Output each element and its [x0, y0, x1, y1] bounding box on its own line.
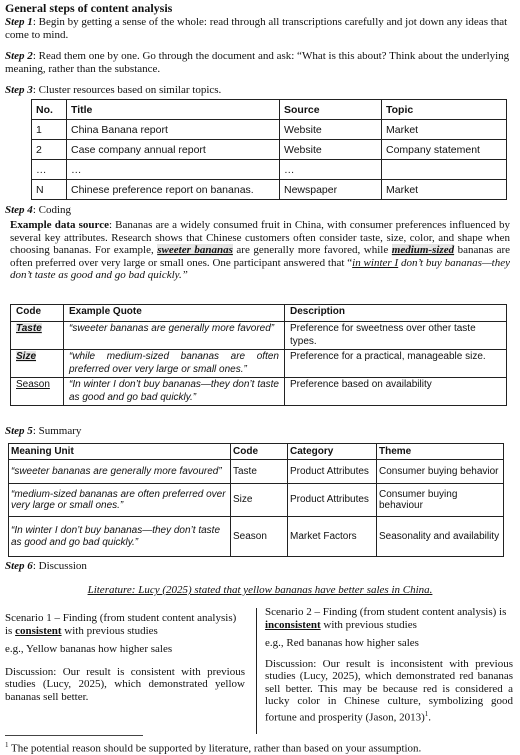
table-row: [11, 322, 507, 350]
footnote-text: The potential reason should be supported by literature, rather than based on your assumption.: [8, 742, 422, 755]
table-row: [32, 120, 507, 140]
step-1-paragraph: [5, 16, 513, 41]
quote-cell: “sweeter bananas are generally more favored”: [64, 322, 285, 350]
summary-table: [8, 443, 504, 557]
scenario-1-key: consistent: [15, 624, 62, 637]
table-cell: Case company annual report: [67, 140, 280, 160]
scenario-1-heading: [5, 612, 245, 637]
scenario-1-heading-text: with previous studies: [61, 624, 158, 637]
description-cell: Preference based on availability: [285, 378, 507, 406]
step-6-text: : Discussion: [32, 560, 87, 572]
scenario-2-example: e.g., Red bananas how higher sales: [265, 637, 419, 649]
column-header: Code: [11, 305, 64, 322]
document-heading: General steps of content analysis: [5, 1, 173, 15]
step-4-text: : Coding: [32, 204, 72, 216]
table-cell: [382, 160, 507, 180]
table-row: [9, 484, 504, 517]
step-5-label: Step 5: [5, 425, 33, 437]
step-5-paragraph: [5, 425, 81, 438]
example-lead: Example data source: [10, 219, 109, 231]
scenario-2-heading-text: Scenario 2 – Finding (from student content analysis) is: [265, 606, 507, 618]
column-header: No.: [32, 100, 67, 120]
table-cell: Website: [280, 140, 382, 160]
highlight-medium-sized: medium-sized: [391, 244, 455, 256]
code-cell: Season: [11, 378, 64, 406]
table-cell: 2: [32, 140, 67, 160]
resources-table: [31, 99, 507, 200]
table-cell: Size: [231, 484, 288, 517]
example-text: don’t buy bananas—they don’t taste as good and go bad quickly.”: [10, 256, 510, 281]
table-cell: Website: [280, 120, 382, 140]
table-row: [11, 378, 507, 406]
table-cell: N: [32, 180, 67, 200]
scenario-1: [5, 612, 245, 703]
column-header: Topic: [382, 100, 507, 120]
coding-table: [10, 304, 507, 406]
table-cell: Newspaper: [280, 180, 382, 200]
table-cell: Company statement: [382, 140, 507, 160]
quote-cell: “In winter I don’t buy bananas—they don’t taste as good and go bad quickly.”: [64, 378, 285, 406]
column-header: Meaning Unit: [9, 444, 231, 460]
column-header: Title: [67, 100, 280, 120]
footnote-mark: 1: [5, 741, 9, 749]
table-cell: Market: [382, 120, 507, 140]
step-2-paragraph: [5, 50, 513, 75]
step-2-label: Step 2: [5, 50, 33, 62]
table-header-row: [9, 444, 504, 460]
step-3-paragraph: [5, 84, 221, 97]
step-6-paragraph: [5, 560, 87, 573]
table-cell: Seasonality and availability: [377, 517, 504, 557]
table-cell: 1: [32, 120, 67, 140]
meaning-unit-cell: “medium-sized bananas are often preferred over very large or small ones.”: [9, 484, 231, 517]
scenario-1-discussion: Discussion: Our result is consistent with previous studies (Lucy, 2025), which demonstrated yellow bananas sell better.: [5, 665, 245, 703]
table-row: [32, 140, 507, 160]
footnote-rule: [5, 735, 143, 736]
column-header: Source: [280, 100, 382, 120]
code-size: Size: [16, 351, 37, 362]
example-text: are generally more favored, while: [232, 244, 392, 256]
scenario-2-discussion-text: Discussion: Our result is inconsistent with previous studies (Lucy, 2025), which demonstrated red bananas sell better. This may be because red is considered a lucky color in Chinese culture, symbolizing good fortune and prosperity (Jason, 2013): [265, 657, 513, 724]
step-6-label: Step 6: [5, 560, 33, 572]
literature-statement: Literature: Lucy (2025) stated that yellow bananas have better sales in China.: [87, 584, 433, 596]
table-cell: Season: [231, 517, 288, 557]
quote-cell: “while medium-sized bananas are often preferred over very large or small ones.”: [64, 350, 285, 378]
meaning-unit-cell: “In winter I don’t buy bananas—they don’t taste as good and go bad quickly.”: [9, 517, 231, 557]
table-cell: Chinese preference report on bananas.: [67, 180, 280, 200]
column-header: Description: [285, 305, 507, 322]
table-cell: Taste: [231, 460, 288, 484]
step-3-label: Step 3: [5, 84, 33, 96]
table-cell: Consumer buying behaviour: [377, 484, 504, 517]
table-row: [11, 350, 507, 378]
step-3-text: : Cluster resources based on similar topics.: [32, 84, 222, 96]
step-4-paragraph: [5, 204, 71, 217]
scenario-2-key: inconsistent: [265, 618, 321, 631]
table-cell: …: [67, 160, 280, 180]
table-cell: Market Factors: [288, 517, 377, 557]
description-cell: Preference for sweetness over other taste types.: [285, 322, 507, 350]
scenario-2-heading-text: with previous studies: [320, 618, 417, 631]
column-header: Category: [288, 444, 377, 460]
scenario-2-discussion-end: .: [428, 711, 432, 724]
column-header: Code: [231, 444, 288, 460]
table-row: [9, 517, 504, 557]
table-cell: Market: [382, 180, 507, 200]
table-cell: Consumer buying behavior: [377, 460, 504, 484]
table-cell: Product Attributes: [288, 484, 377, 517]
scenario-2-heading: [265, 606, 513, 631]
table-header-row: [32, 100, 507, 120]
column-header: Example Quote: [64, 305, 285, 322]
scenario-2-discussion: [265, 658, 513, 724]
table-row: [32, 160, 507, 180]
step-1-text: : Begin by getting a sense of the whole: read through all transcriptions carefully and jot down any ideas that come to mind.: [5, 16, 508, 41]
scenario-1-heading-text: Scenario 1 – Finding (from student content analysis) is: [5, 612, 237, 637]
step-5-text: : Summary: [32, 425, 82, 437]
highlight-sweeter: sweeter bananas: [157, 244, 233, 256]
code-cell: [11, 322, 64, 350]
description-cell: Preference for a practical, manageable size.: [285, 350, 507, 378]
highlight-in-winter: in winter I: [352, 256, 399, 269]
meaning-unit-cell: “sweeter bananas are generally more favoured”: [9, 460, 231, 484]
code-cell: [11, 350, 64, 378]
footnote: [5, 739, 421, 755]
step-2-text: : Read them one by one. Go through the document and ask: “What is this about? Think about the underlying meaning, rather than the substance.: [5, 50, 510, 75]
example-data-paragraph: [10, 219, 510, 282]
example-text: : Bananas are a widely consumed fruit in China, with consumer preferences influenced by several key attributes. Research shows that Chinese customers often consider taste, size, color, and shape when choosing bananas. For example,: [10, 219, 510, 256]
scenario-2: [265, 606, 513, 724]
step-4-label: Step 4: [5, 204, 33, 216]
footnote-reference: 1: [424, 709, 429, 718]
table-cell: …: [32, 160, 67, 180]
column-header: Theme: [377, 444, 504, 460]
step-1-label: Step 1: [5, 16, 33, 28]
table-cell: China Banana report: [67, 120, 280, 140]
column-divider: [256, 608, 257, 734]
table-cell: …: [280, 160, 382, 180]
code-taste: Taste: [16, 323, 42, 334]
scenario-1-example: e.g., Yellow bananas how higher sales: [5, 643, 173, 655]
table-header-row: [11, 305, 507, 322]
table-row: [9, 460, 504, 484]
table-row: [32, 180, 507, 200]
table-cell: Product Attributes: [288, 460, 377, 484]
example-text: bananas are often preferred over very large or small ones. One participant answered that “: [10, 244, 511, 269]
